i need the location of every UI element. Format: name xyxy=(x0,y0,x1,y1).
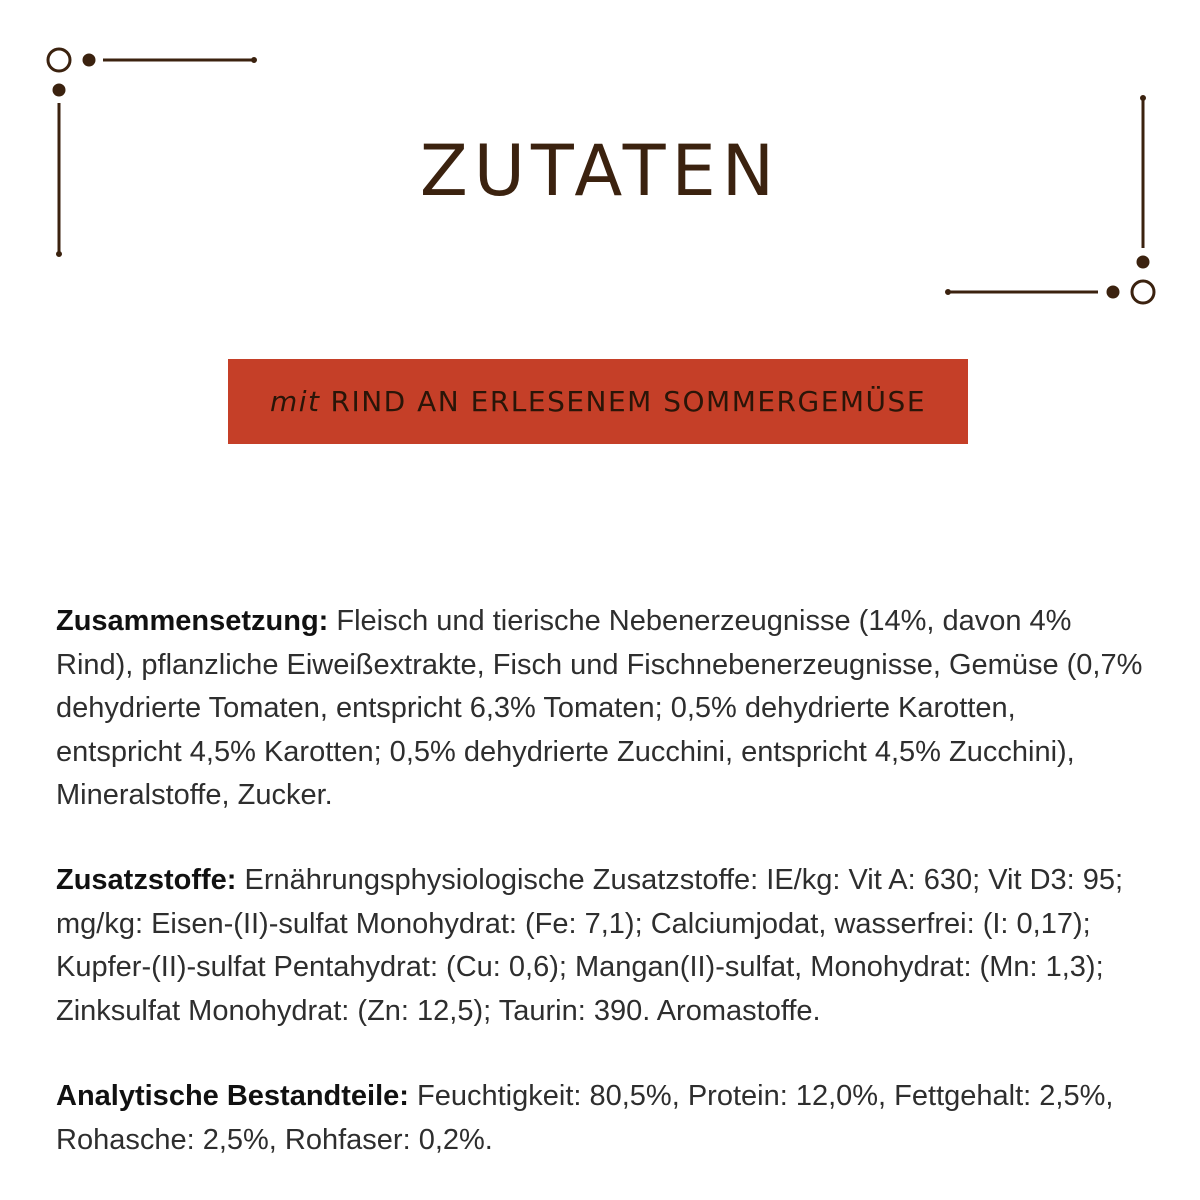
page-title: ZUTATEN xyxy=(419,130,781,212)
dot-icon xyxy=(53,84,65,96)
analytical-section xyxy=(56,1075,1146,1162)
banner-prefix: mit xyxy=(269,385,321,418)
dot-icon xyxy=(1137,256,1149,268)
analytical-label: Analytische Bestandteile: xyxy=(56,1080,409,1112)
ring-icon xyxy=(48,49,70,71)
banner-text: RIND AN ERLESENEM SOMMERGEMÜSE xyxy=(330,385,927,418)
dot-icon xyxy=(83,54,95,66)
ring-icon xyxy=(1132,281,1154,303)
dot-icon xyxy=(1107,286,1119,298)
analytical-text: Feuchtigkeit: 80,5%, Protein: 12,0%, Fettgehalt: 2,5%, Rohasche: 2,5%, Rohfaser: 0,2%. xyxy=(56,1080,1114,1156)
additives-label: Zusatzstoffe: xyxy=(56,864,237,896)
composition-label: Zusammensetzung: xyxy=(56,605,329,637)
additives-section xyxy=(56,859,1146,1033)
additives-text: Ernährungsphysiologische Zusatzstoffe: IE/kg: Vit A: 630; Vit D3: 95; mg/kg: Eisen-(II)-sulfat Monohydrat: (Fe: 7,1); Calciumjodat, wasserfrei: (I: 0,17); Kupfer-(II)-sulfat Pentahydrat: (Cu: 0,6); Mangan(II)-sulfat, Monohydrat: (Mn: 1,3); Zinksulfat Monohydrat: (Zn: 12,5); Taurin: 390. Aromastoffe. xyxy=(56,864,1124,1027)
composition-text: Fleisch und tierische Nebenerzeugnisse (14%, davon 4% Rind), pflanzliche Eiweißextrakte, Fisch und Fischnebenerzeugnisse, Gemüse (0,7% dehydrierte Tomaten, entspricht 6,3% Tomaten; 0,5% dehydrierte Karotten, entspricht 4,5% Karotten; 0,5% dehydrierte Zucchini, entspricht 4,5% Zucchini), Mineralstoffe, Zucker. xyxy=(56,605,1143,811)
variety-banner xyxy=(228,359,968,444)
composition-section xyxy=(56,600,1146,818)
